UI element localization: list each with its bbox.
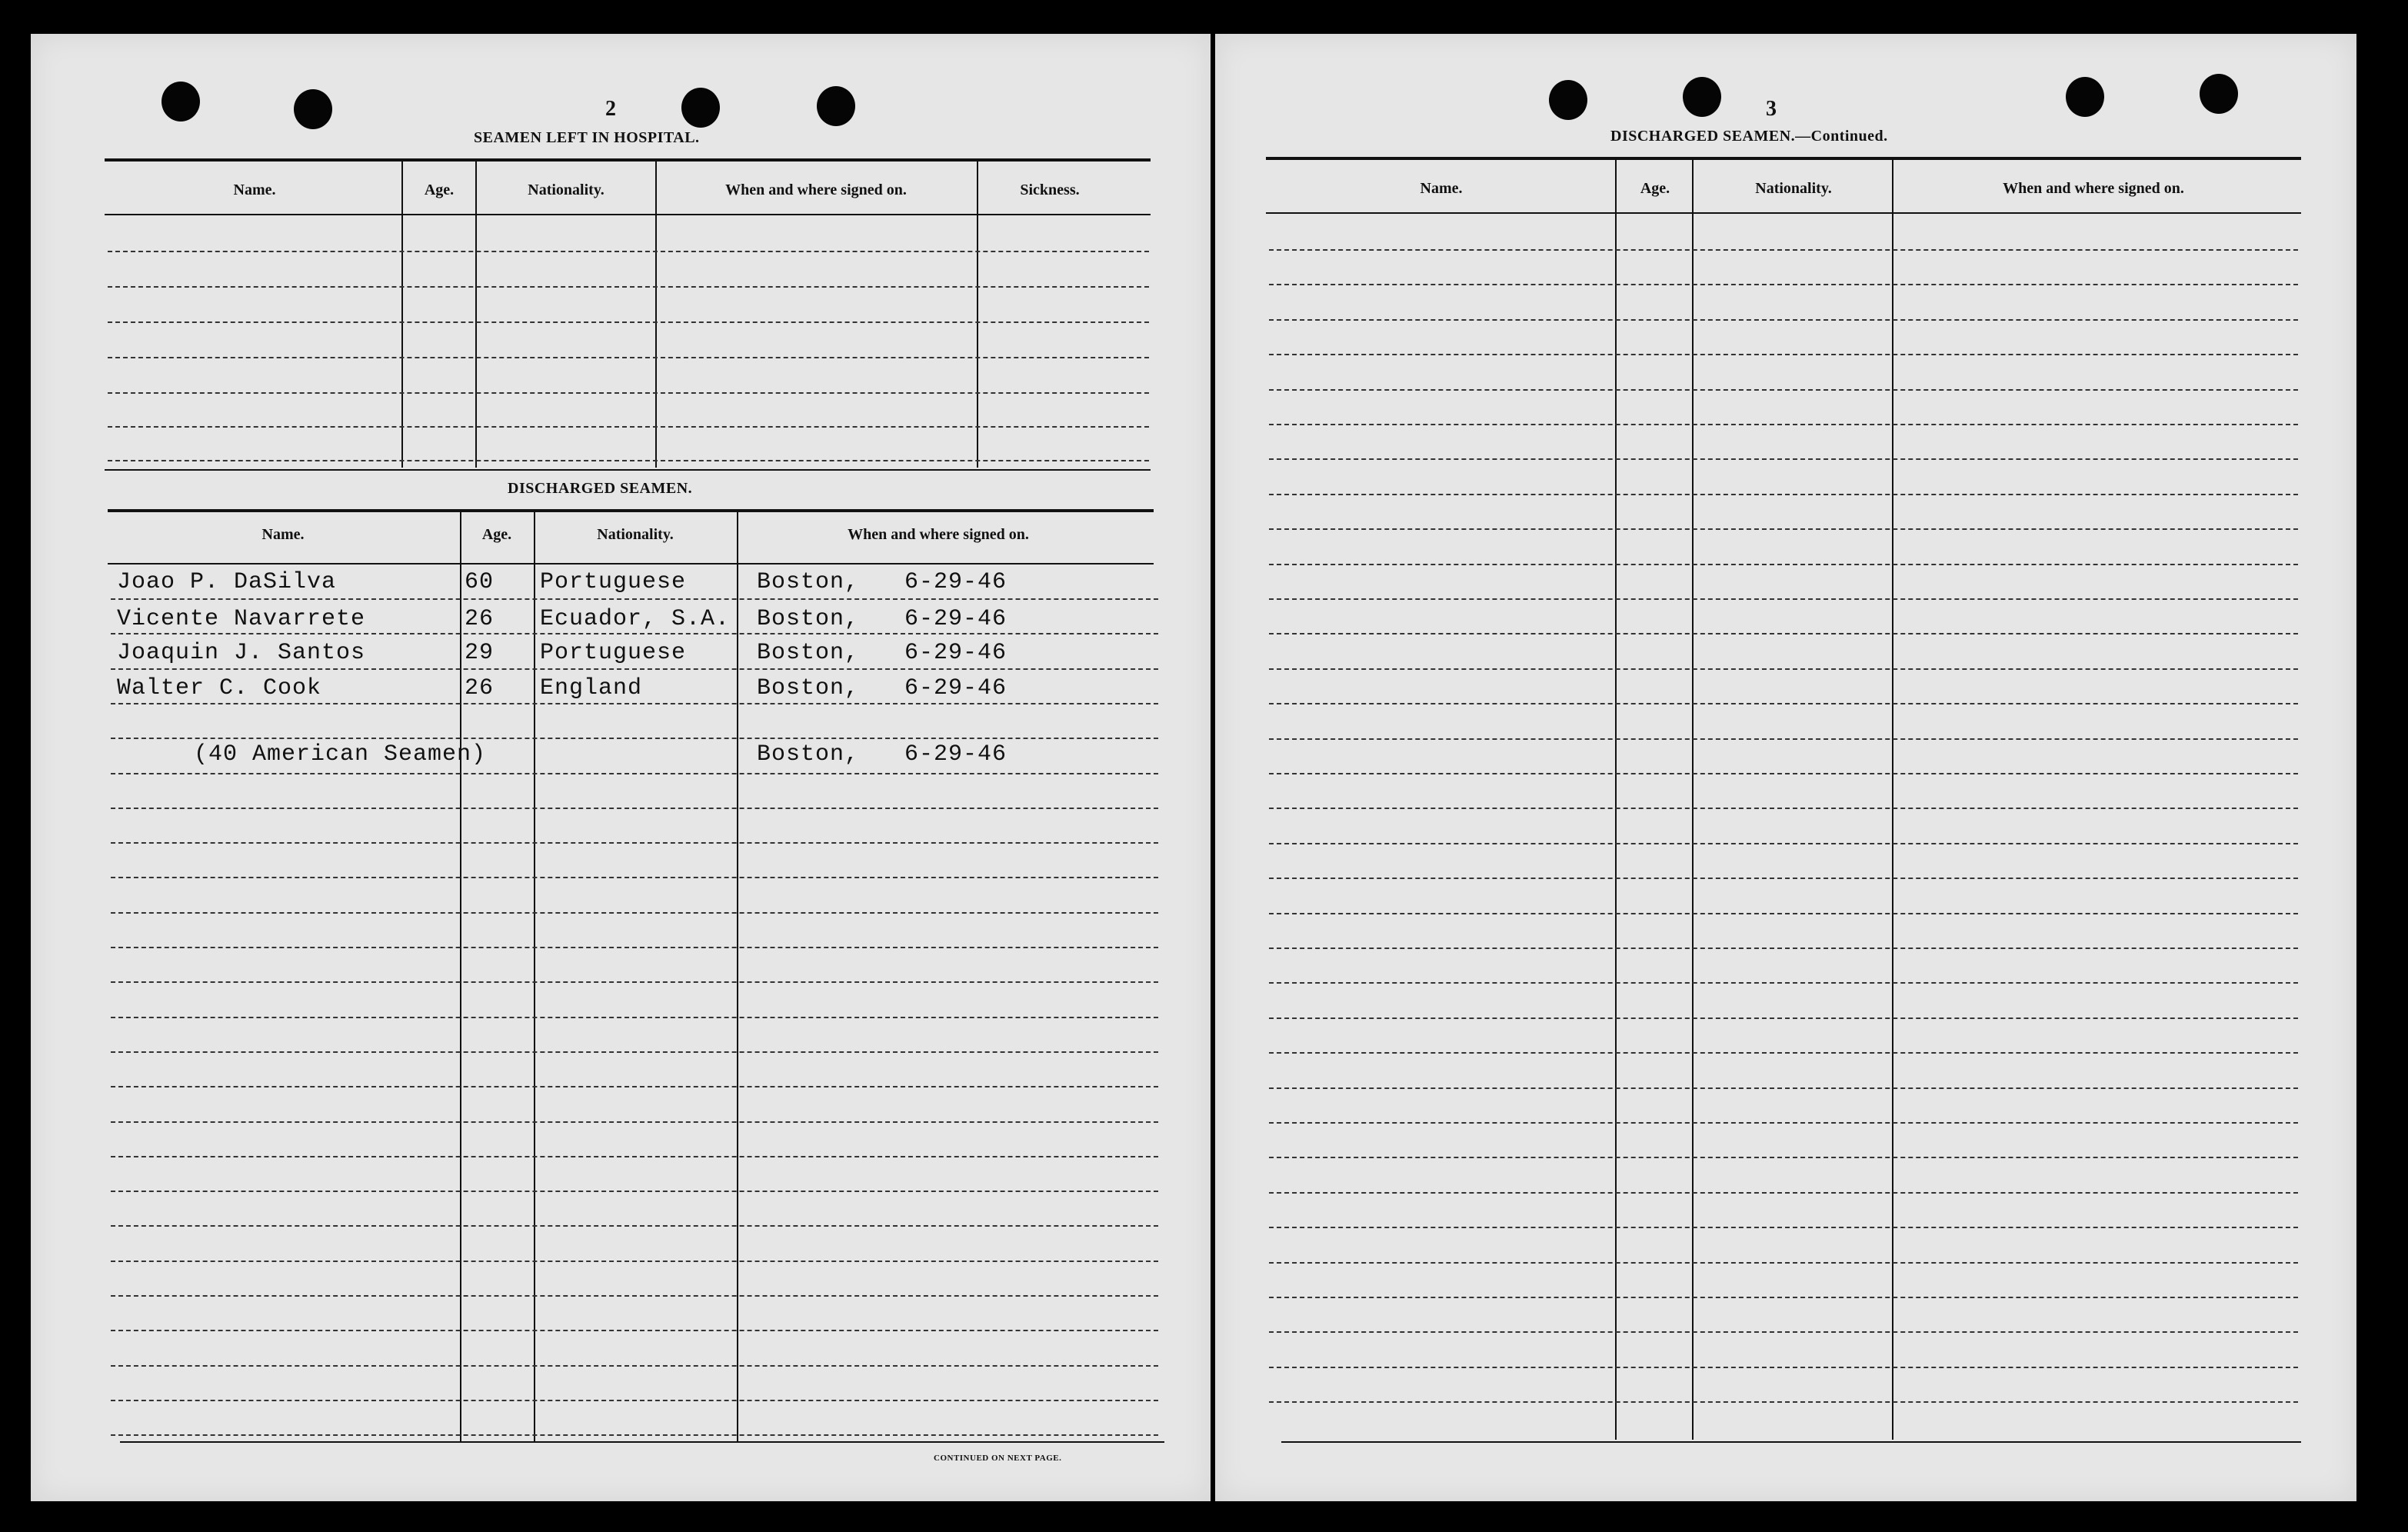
- discharged-section-title: DISCHARGED SEAMEN.: [508, 480, 693, 497]
- seaman-age: 60: [465, 569, 495, 595]
- hospital-col-divider: [475, 160, 477, 468]
- seaman-signed-date: 6-29-46: [904, 606, 1007, 632]
- hospital-row-line: [108, 321, 1149, 323]
- row-ruling-line: [111, 598, 1158, 600]
- row-ruling-line: [1269, 1331, 2298, 1333]
- right-header-name: Name.: [1420, 180, 1463, 197]
- row-ruling-line: [111, 1261, 1158, 1262]
- row-ruling-line: [1269, 1122, 2298, 1124]
- seaman-signed-date: 6-29-46: [904, 675, 1007, 701]
- hospital-col-divider: [401, 160, 403, 468]
- row-ruling-line: [1269, 1227, 2298, 1228]
- row-ruling-line: [1269, 668, 2298, 670]
- hospital-header-name: Name.: [233, 182, 276, 198]
- row-ruling-line: [1269, 1157, 2298, 1158]
- right-col-divider: [1692, 158, 1694, 1440]
- row-ruling-line: [1269, 1297, 2298, 1298]
- row-ruling-line: [111, 1295, 1158, 1297]
- row-ruling-line: [111, 1051, 1158, 1053]
- row-ruling-line: [1269, 808, 2298, 809]
- discharged-table-top-rule: [108, 509, 1154, 512]
- binder-hole-icon: [2200, 74, 2238, 114]
- row-ruling-line: [111, 808, 1158, 809]
- row-ruling-line: [1269, 528, 2298, 530]
- continued-footer: CONTINUED ON NEXT PAGE.: [934, 1454, 1062, 1463]
- row-ruling-line: [1269, 1401, 2298, 1403]
- row-ruling-line: [1269, 773, 2298, 774]
- right-table-top-rule: [1266, 157, 2301, 160]
- row-ruling-line: [111, 633, 1158, 634]
- right-header-rule: [1266, 212, 2301, 214]
- hospital-bottom-rule: [105, 469, 1151, 471]
- right-header-age: Age.: [1640, 180, 1670, 197]
- seaman-name: Walter C. Cook: [117, 675, 322, 701]
- discharged-header-name: Name.: [261, 526, 305, 543]
- binder-hole-icon: [1549, 80, 1587, 120]
- seaman-signed-place: Boston,: [757, 640, 860, 666]
- row-ruling-line: [1269, 424, 2298, 425]
- row-ruling-line: [111, 1434, 1158, 1436]
- binder-hole-icon: [681, 88, 720, 128]
- row-ruling-line: [111, 1017, 1158, 1018]
- discharged-header-age: Age.: [481, 526, 512, 543]
- hospital-header-age: Age.: [424, 182, 455, 198]
- discharged-header-nationality: Nationality.: [597, 526, 674, 543]
- row-ruling-line: [1269, 319, 2298, 321]
- row-ruling-line: [111, 877, 1158, 878]
- row-ruling-line: [111, 1365, 1158, 1367]
- right-header-signed-on: When and where signed on.: [2003, 180, 2184, 197]
- discharged-bottom-rule: [120, 1441, 1164, 1443]
- discharged-col-divider: [534, 511, 535, 1441]
- hospital-section-title: SEAMEN LEFT IN HOSPITAL.: [474, 129, 700, 146]
- discharged-header-signed-on: When and where signed on.: [848, 526, 1029, 543]
- hospital-row-line: [108, 251, 1149, 252]
- row-ruling-line: [111, 1400, 1158, 1401]
- page-number: 3: [1766, 97, 1777, 121]
- seaman-signed-place: Boston,: [757, 675, 860, 701]
- row-ruling-line: [1269, 1017, 2298, 1019]
- row-ruling-line: [1269, 913, 2298, 914]
- row-ruling-line: [1269, 598, 2298, 600]
- hospital-row-line: [108, 392, 1149, 394]
- hospital-header-sickness: Sickness.: [1020, 182, 1080, 198]
- hospital-row-line: [108, 357, 1149, 358]
- hospital-table-top-rule: [105, 158, 1151, 162]
- seaman-signed-date: 6-29-46: [904, 569, 1007, 595]
- binder-hole-icon: [2066, 77, 2104, 117]
- seaman-name: Joao P. DaSilva: [117, 569, 337, 595]
- seaman-nationality: England: [540, 675, 643, 701]
- discharged-header-rule: [108, 563, 1154, 565]
- hospital-col-divider: [655, 160, 657, 468]
- right-header-nationality: Nationality.: [1755, 180, 1832, 197]
- seaman-name: Vicente Navarrete: [117, 606, 366, 632]
- right-col-divider: [1892, 158, 1893, 1440]
- american-seamen-note: (40 American Seamen): [194, 741, 487, 768]
- discharged-col-divider: [460, 511, 461, 1441]
- seaman-signed-date: 6-29-46: [904, 640, 1007, 666]
- discharged-continued-title: DISCHARGED SEAMEN.—Continued.: [1610, 128, 1888, 145]
- row-ruling-line: [1269, 878, 2298, 879]
- hospital-header-nationality: Nationality.: [528, 182, 604, 198]
- seaman-name: Joaquin J. Santos: [117, 640, 366, 666]
- binder-hole-icon: [294, 89, 332, 129]
- row-ruling-line: [1269, 843, 2298, 844]
- row-ruling-line: [1269, 284, 2298, 285]
- row-ruling-line: [1269, 1367, 2298, 1368]
- hospital-header-rule: [105, 214, 1151, 215]
- hospital-row-line: [108, 426, 1149, 428]
- row-ruling-line: [1269, 738, 2298, 740]
- hospital-row-line: [108, 460, 1149, 461]
- page-number: 2: [605, 97, 616, 121]
- right-page: [1215, 34, 2356, 1501]
- binder-hole-icon: [1683, 77, 1721, 117]
- row-ruling-line: [111, 738, 1158, 739]
- row-ruling-line: [1269, 1052, 2298, 1054]
- row-ruling-line: [1269, 948, 2298, 949]
- row-ruling-line: [111, 1191, 1158, 1192]
- row-ruling-line: [111, 1330, 1158, 1331]
- row-ruling-line: [111, 1156, 1158, 1157]
- row-ruling-line: [1269, 633, 2298, 634]
- row-ruling-line: [1269, 249, 2298, 251]
- american-seamen-signed-place: Boston,: [757, 741, 860, 768]
- hospital-row-line: [108, 286, 1149, 288]
- seaman-age: 26: [465, 675, 495, 701]
- row-ruling-line: [1269, 389, 2298, 391]
- hospital-header-signed-on: When and where signed on.: [725, 182, 907, 198]
- row-ruling-line: [111, 912, 1158, 914]
- row-ruling-line: [111, 1121, 1158, 1123]
- row-ruling-line: [1269, 564, 2298, 565]
- hospital-col-divider: [977, 160, 978, 468]
- binder-hole-icon: [817, 86, 855, 126]
- left-page: [31, 34, 1211, 1501]
- row-ruling-line: [1269, 354, 2298, 355]
- row-ruling-line: [111, 1225, 1158, 1227]
- row-ruling-line: [111, 1086, 1158, 1087]
- row-ruling-line: [111, 947, 1158, 948]
- row-ruling-line: [1269, 703, 2298, 704]
- right-bottom-rule: [1281, 1441, 2301, 1443]
- row-ruling-line: [1269, 494, 2298, 495]
- seaman-age: 29: [465, 640, 495, 666]
- binder-hole-icon: [162, 82, 200, 122]
- row-ruling-line: [111, 981, 1158, 983]
- seaman-signed-place: Boston,: [757, 606, 860, 632]
- row-ruling-line: [111, 773, 1158, 774]
- seaman-nationality: Portuguese: [540, 640, 687, 666]
- american-seamen-signed-date: 6-29-46: [904, 741, 1007, 768]
- seaman-nationality: Ecuador, S.A.: [540, 606, 731, 632]
- discharged-col-divider: [737, 511, 738, 1441]
- row-ruling-line: [1269, 982, 2298, 984]
- row-ruling-line: [111, 668, 1158, 670]
- row-ruling-line: [1269, 1192, 2298, 1194]
- seaman-signed-place: Boston,: [757, 569, 860, 595]
- row-ruling-line: [1269, 458, 2298, 460]
- row-ruling-line: [111, 842, 1158, 844]
- row-ruling-line: [111, 703, 1158, 704]
- seaman-nationality: Portuguese: [540, 569, 687, 595]
- row-ruling-line: [1269, 1087, 2298, 1089]
- seaman-age: 26: [465, 606, 495, 632]
- right-col-divider: [1615, 158, 1617, 1440]
- row-ruling-line: [1269, 1262, 2298, 1264]
